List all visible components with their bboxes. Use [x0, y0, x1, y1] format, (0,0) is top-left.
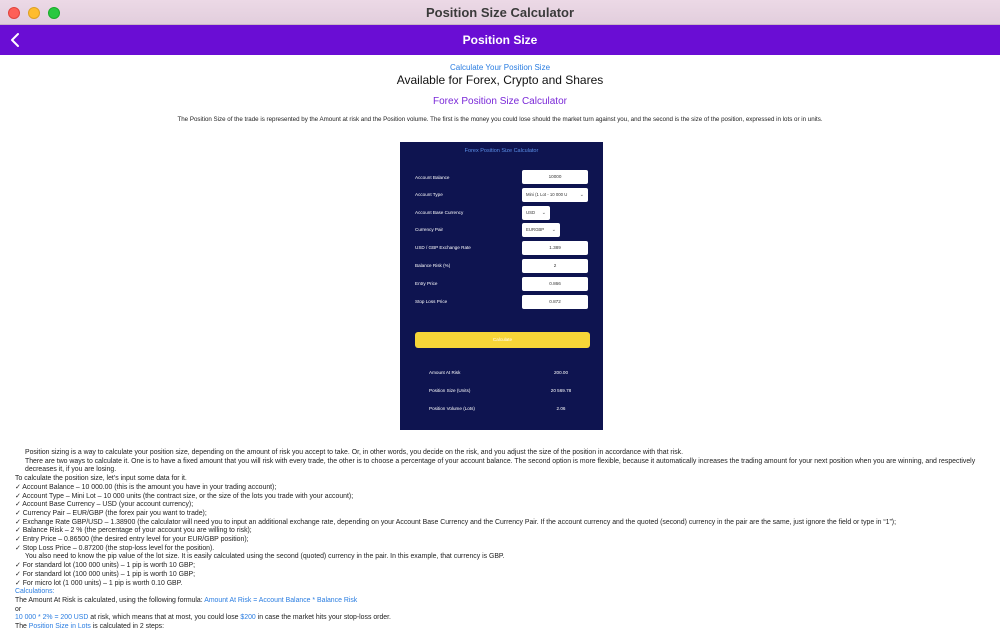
account-balance-input[interactable]: 10000	[522, 170, 588, 184]
stop-loss-input[interactable]: 0.872	[522, 295, 588, 309]
window-title: Position Size Calculator	[425, 4, 575, 20]
account-type-select[interactable]	[522, 188, 588, 202]
list-item: ✓ Exchange Rate GBP/USD – 1.38900 (the calculator will need you to input an additional exchange rate, depending on your Account Base Currency and the Currency Pair. If the account currency and the quoted (second) currency in the pair are the same, just ignore the field or type in “1”);	[15, 518, 897, 526]
chevron-down-icon: ⌄	[579, 192, 584, 198]
lots-prefix: The	[15, 623, 29, 631]
close-window-button[interactable]	[8, 7, 20, 19]
entry-price-label: Entry Price	[415, 281, 438, 286]
chevron-left-icon	[10, 33, 20, 47]
formula-link[interactable]: Amount At Risk = Account Balance * Balance Risk	[204, 596, 358, 604]
explanation-paragraph: You also need to know the pip value of the lot size. It is easily calculated using the second (quoted) currency in the pair. In this example, that currency is GBP.	[25, 553, 505, 561]
explanation-paragraph: To calculate the position size, let’s input some data for it.	[15, 475, 187, 483]
list-item: ✓ For micro lot (1 000 units) – 1 pip is worth 0.10 GBP.	[15, 579, 183, 587]
calculator-title: Forex Position Size Calculator	[464, 148, 539, 154]
base-currency-label: Account Base Currency	[415, 210, 464, 215]
example-calc-link[interactable]: 10 000 * 2% = 200 USD	[15, 614, 89, 622]
explanation-section	[15, 449, 980, 632]
calculate-button[interactable]: Calculate	[415, 332, 590, 348]
minimize-window-button[interactable]	[28, 7, 40, 19]
position-volume-value: 2.06	[556, 406, 566, 411]
intro-headline: Available for Forex, Crypto and Shares	[396, 73, 604, 87]
example-amount-link[interactable]: $200	[240, 614, 256, 622]
explanation-paragraph: There are two ways to calculate it. One is to have a fixed amount that you will risk with every trade, the other is to choose a percentage of your account balance. The second option is more flexible, because it automatically increases the trading amount for your next position when you are winning, and respectively decreases it, if you are losing.	[25, 457, 976, 474]
account-type-label: Account Type	[415, 192, 443, 197]
example-line	[15, 614, 980, 623]
currency-pair-label: Currency Pair	[415, 227, 444, 232]
maximize-window-button[interactable]	[48, 7, 60, 19]
exchange-rate-label: USD / GBP Exchange Rate	[415, 245, 471, 250]
window-titlebar	[0, 0, 1000, 25]
position-size-lots-link[interactable]: Position Size in Lots	[28, 623, 91, 631]
list-item: ✓ Balance Risk – 2 % (the percentage of your account you are willing to risk);	[15, 527, 252, 535]
list-item: ✓ Account Balance – 10 000.00 (this is the amount you have in your trading account);	[15, 483, 277, 491]
example-mid-text: at risk, which means that at most, you could lose	[88, 614, 241, 622]
list-item: ✓ Currency Pair – EUR/GBP (the forex pair you want to trade);	[15, 509, 207, 517]
entry-price-input[interactable]: 0.866	[522, 277, 588, 291]
position-volume-label: Position Volume (Lots)	[429, 406, 475, 411]
calculator-heading: Forex Position Size Calculator	[433, 96, 567, 107]
base-currency-select[interactable]	[522, 206, 550, 220]
currency-pair-select[interactable]	[522, 223, 560, 237]
base-currency-value: USD	[526, 210, 536, 215]
example-end-text: in case the market hits your stop-loss order.	[255, 614, 391, 622]
stop-loss-label: Stop Loss Price	[415, 299, 448, 304]
explanation-paragraph: Position sizing is a way to calculate your position size, depending on the amount of risk you accept to take. Or, in other words, you decide on the risk, and you adjust the size of the position in accordance with that risk.	[25, 449, 684, 456]
intro-subtitle: Calculate Your Position Size	[449, 63, 551, 72]
list-item: ✓ Account Base Currency – USD (your account currency);	[15, 501, 194, 509]
balance-risk-input[interactable]: 2	[522, 259, 588, 273]
window-controls	[8, 7, 60, 19]
or-text: or	[15, 605, 22, 613]
balance-risk-label: Balance Risk (%)	[415, 263, 451, 268]
list-item: ✓ Stop Loss Price – 0.87200 (the stop-loss level for the position).	[15, 544, 215, 552]
list-item: ✓ Entry Price – 0.86500 (the desired entry level for your EUR/GBP position);	[15, 536, 249, 544]
position-size-units-value: 20 569.78	[550, 388, 572, 393]
exchange-rate-input[interactable]: 1.389	[522, 241, 588, 255]
calculator-panel	[400, 142, 603, 430]
intro-description: The Position Size of the trade is represented by the Amount at risk and the Position volume. The first is the money you could lose should the market turn against you, and the second is the size of the position, expressed in lots or in units.	[177, 116, 823, 123]
amount-at-risk-value: 200.00	[553, 370, 569, 375]
list-item: ✓ Account Type – Mini Lot – 10 000 units (the contract size, or the size of the lots you trade with your account);	[15, 492, 354, 500]
account-balance-label: Account Balance	[415, 175, 450, 180]
chevron-down-icon: ⌄	[541, 210, 546, 216]
account-type-value: Mini (1 Lot - 10 000 U	[526, 192, 568, 197]
list-item: ✓ For standard lot (100 000 units) – 1 pip is worth 10 GBP;	[15, 570, 196, 578]
back-button[interactable]	[6, 31, 24, 49]
lots-line	[15, 623, 980, 632]
page-title: Position Size	[462, 33, 538, 47]
app-header	[0, 25, 1000, 55]
lots-suffix: is calculated in 2 steps:	[90, 623, 165, 631]
position-size-units-label: Position Size (Units)	[429, 388, 471, 393]
calculations-heading: Calculations:	[15, 588, 55, 596]
formula-line	[15, 597, 980, 606]
amount-at-risk-label: Amount At Risk	[429, 370, 461, 375]
chevron-down-icon: ⌄	[551, 227, 556, 233]
formula-prefix: The Amount At Risk is calculated, using the following formula:	[15, 596, 205, 604]
currency-pair-value: EURGBP	[526, 227, 545, 232]
list-item: ✓ For standard lot (100 000 units) – 1 pip is worth 10 GBP;	[15, 562, 196, 570]
